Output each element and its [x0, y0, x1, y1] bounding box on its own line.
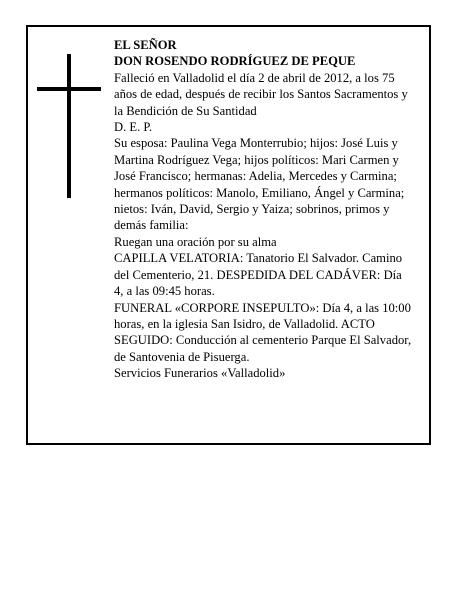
wake-and-departure: CAPILLA VELATORIA: Tanatorio El Salvador. Camino del Cementerio, 21. DESPEDIDA DEL CADÁVER: Día 4, a las 09:45 horas.	[114, 251, 403, 299]
prayer-request: Ruegan una oración por su alma	[114, 234, 277, 249]
family-list: Su esposa: Paulina Vega Monterrubio; hijos: José Luis y Martina Rodríguez Vega; hijos políticos: Mari Carmen y José Francisco; hermanas: Adelia, Mercedes y Carmina; hermanos políticos: Manolo, Emiliano, Ángel y Carmina; nietos: Iván, David, Sergio y Yaiza; sobrinos, primos y demás familia:	[114, 136, 405, 233]
obituary-text	[114, 37, 414, 382]
death-statement: Falleció en Valladolid el día 2 de abril de 2012, a los 75 años de edad, después de recibir los Santos Sacramentos y la Bendición de Su Santidad	[114, 70, 408, 118]
funeral-and-burial: FUNERAL «CORPORE INSEPULTO»: Día 4, a las 10:00 horas, en la iglesia San Isidro, de Valladolid. ACTO SEGUIDO: Conducción al cementerio Parque El Salvador, de Santovenia de Pisuerga.	[114, 300, 412, 364]
deceased-name: DON ROSENDO RODRÍGUEZ DE PEQUE	[114, 54, 356, 69]
rip-line: D. E. P.	[114, 120, 153, 135]
obituary-title: EL SEÑOR	[114, 38, 177, 52]
cross-vertical-bar	[67, 54, 71, 198]
cross-horizontal-bar	[37, 87, 101, 91]
latin-cross-icon	[37, 54, 101, 198]
funeral-home: Servicios Funerarios «Valladolid»	[114, 366, 286, 381]
